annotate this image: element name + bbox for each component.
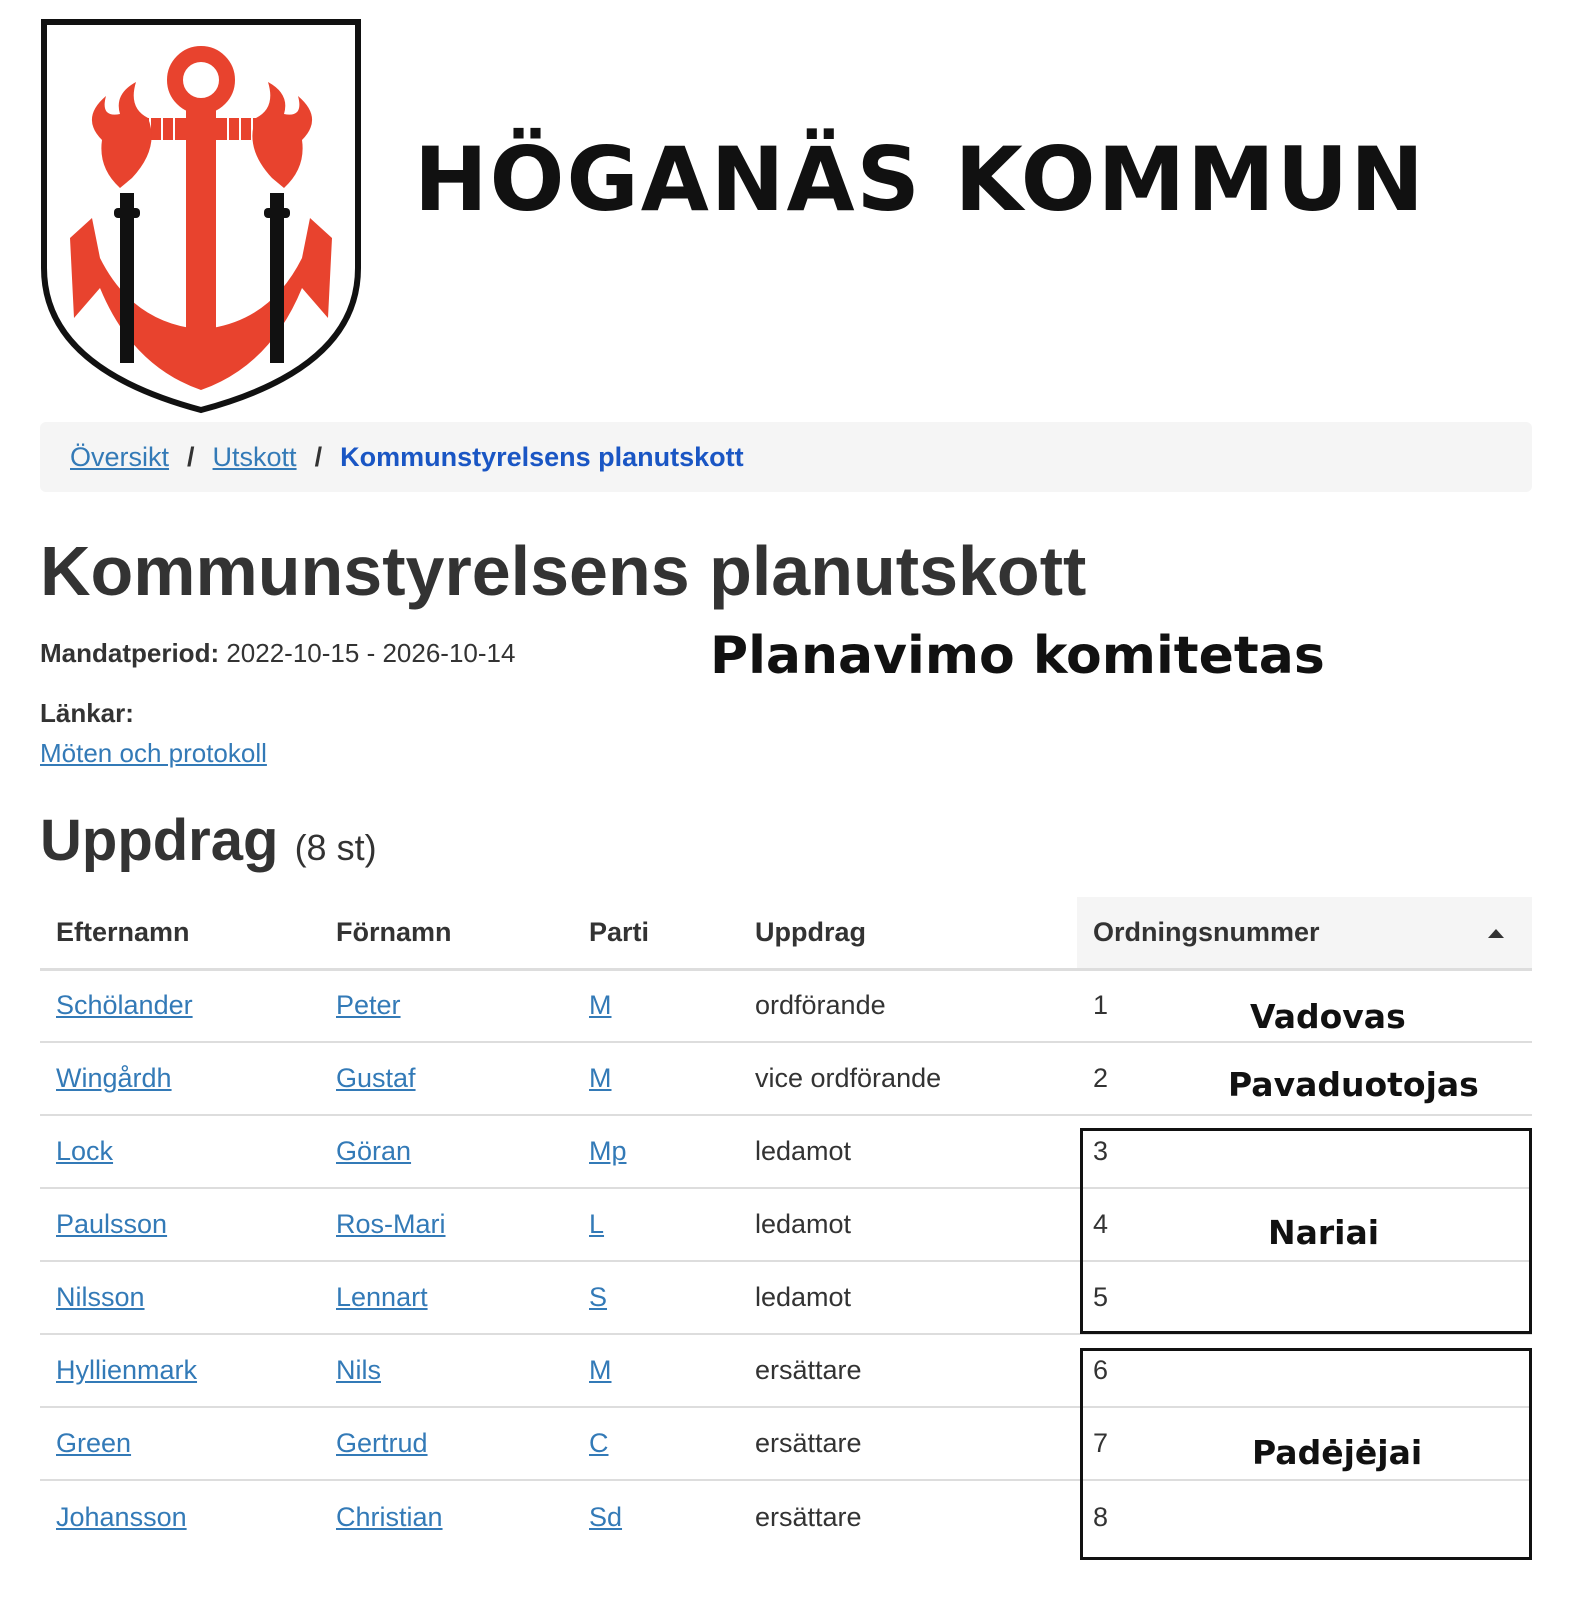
- member-party-link[interactable]: M: [589, 1063, 612, 1093]
- mandate-period: [40, 638, 515, 669]
- breadcrumb-link-oversikt[interactable]: Översikt: [70, 441, 170, 472]
- member-first-name-link[interactable]: Peter: [336, 990, 401, 1021]
- member-first-name-link[interactable]: Lennart: [336, 1282, 428, 1312]
- column-header-ordningsnummer[interactable]: [1077, 897, 1532, 969]
- member-first-name-link[interactable]: Göran: [336, 1136, 412, 1166]
- member-first-name-link[interactable]: Nils: [336, 1355, 381, 1385]
- breadcrumb-separator: /: [314, 441, 323, 472]
- member-role: ersättare: [739, 1334, 1077, 1407]
- anchor-crest-icon: [40, 18, 364, 416]
- member-last-name-link[interactable]: Hyllienmark: [56, 1355, 198, 1385]
- column-header-uppdrag[interactable]: Uppdrag: [739, 897, 1077, 969]
- section-title: Uppdrag: [40, 808, 279, 873]
- member-party-link[interactable]: Mp: [589, 1136, 627, 1166]
- member-order-number: 8: [1093, 1501, 1109, 1532]
- breadcrumb: [40, 422, 1532, 492]
- member-last-name-link[interactable]: Lock: [56, 1136, 114, 1166]
- member-role: vice ordförande: [739, 1042, 1077, 1115]
- column-header-label: Ordningsnummer: [1093, 916, 1320, 947]
- member-party-link[interactable]: S: [589, 1282, 608, 1312]
- meetings-protocol-link[interactable]: Möten och protokoll: [40, 738, 267, 768]
- member-role: ledamot: [739, 1261, 1077, 1334]
- member-last-name-link[interactable]: Johansson: [56, 1501, 187, 1532]
- member-last-name-link[interactable]: Nilsson: [56, 1282, 145, 1312]
- section-heading: [40, 808, 377, 873]
- column-header-parti[interactable]: Parti: [573, 897, 739, 969]
- member-first-name-link[interactable]: Christian: [336, 1501, 443, 1532]
- section-count: (8 st): [294, 827, 377, 868]
- site-header: [40, 18, 1540, 418]
- member-first-name-link[interactable]: Gertrud: [336, 1428, 428, 1458]
- member-last-name-link[interactable]: Wingårdh: [56, 1063, 172, 1093]
- member-order-number: 7: [1077, 1407, 1532, 1480]
- member-order-number: 4: [1077, 1188, 1532, 1261]
- member-order-number: 5: [1077, 1261, 1532, 1334]
- breadcrumb-separator: /: [187, 441, 195, 472]
- page-title: Kommunstyrelsens planutskott: [40, 532, 1087, 610]
- member-first-name-link[interactable]: Ros-Mari: [336, 1209, 446, 1239]
- member-order-number: 3: [1077, 1115, 1532, 1188]
- annotation-chair: Vadovas: [1250, 997, 1406, 1036]
- column-header-fornamn[interactable]: Förnamn: [320, 897, 573, 969]
- member-first-name-link[interactable]: Gustaf: [336, 1063, 416, 1093]
- annotation-substitutes: Padėjėjai: [1252, 1433, 1423, 1472]
- member-role: ordförande: [739, 969, 1077, 1042]
- member-role: ersättare: [739, 1407, 1077, 1480]
- member-party-link[interactable]: M: [589, 1355, 612, 1385]
- annotation-members: Nariai: [1268, 1213, 1380, 1252]
- member-order-number: 1: [1077, 969, 1532, 1042]
- member-role: ledamot: [739, 1115, 1077, 1188]
- member-party-link[interactable]: Sd: [589, 1501, 623, 1532]
- member-role: ledamot: [739, 1188, 1077, 1261]
- member-last-name-link[interactable]: Green: [56, 1428, 132, 1458]
- member-party-link[interactable]: M: [589, 990, 612, 1021]
- member-order-number: 2: [1077, 1042, 1532, 1115]
- municipality-name: HÖGANÄS KOMMUN: [414, 128, 1426, 231]
- mandate-value: 2022-10-15 - 2026-10-14: [226, 638, 516, 668]
- member-last-name-link[interactable]: Schölander: [56, 990, 193, 1021]
- column-header-efternamn[interactable]: Efternamn: [40, 897, 320, 969]
- member-last-name-link[interactable]: Paulsson: [56, 1209, 168, 1239]
- links-label: Länkar:: [40, 698, 134, 728]
- member-party-link[interactable]: L: [589, 1209, 605, 1239]
- breadcrumb-current: Kommunstyrelsens planutskott: [340, 441, 744, 472]
- overlay-translation-title: Planavimo komitetas: [710, 626, 1325, 686]
- mandate-label: Mandatperiod:: [40, 638, 220, 668]
- annotation-vice-chair: Pavaduotojas: [1228, 1065, 1479, 1104]
- member-role: ersättare: [755, 1501, 862, 1532]
- member-party-link[interactable]: C: [589, 1428, 609, 1458]
- table-header-row: [40, 897, 1532, 969]
- breadcrumb-link-utskott[interactable]: Utskott: [212, 441, 297, 472]
- member-order-number: 6: [1077, 1334, 1532, 1407]
- sort-ascending-icon[interactable]: [1488, 929, 1504, 938]
